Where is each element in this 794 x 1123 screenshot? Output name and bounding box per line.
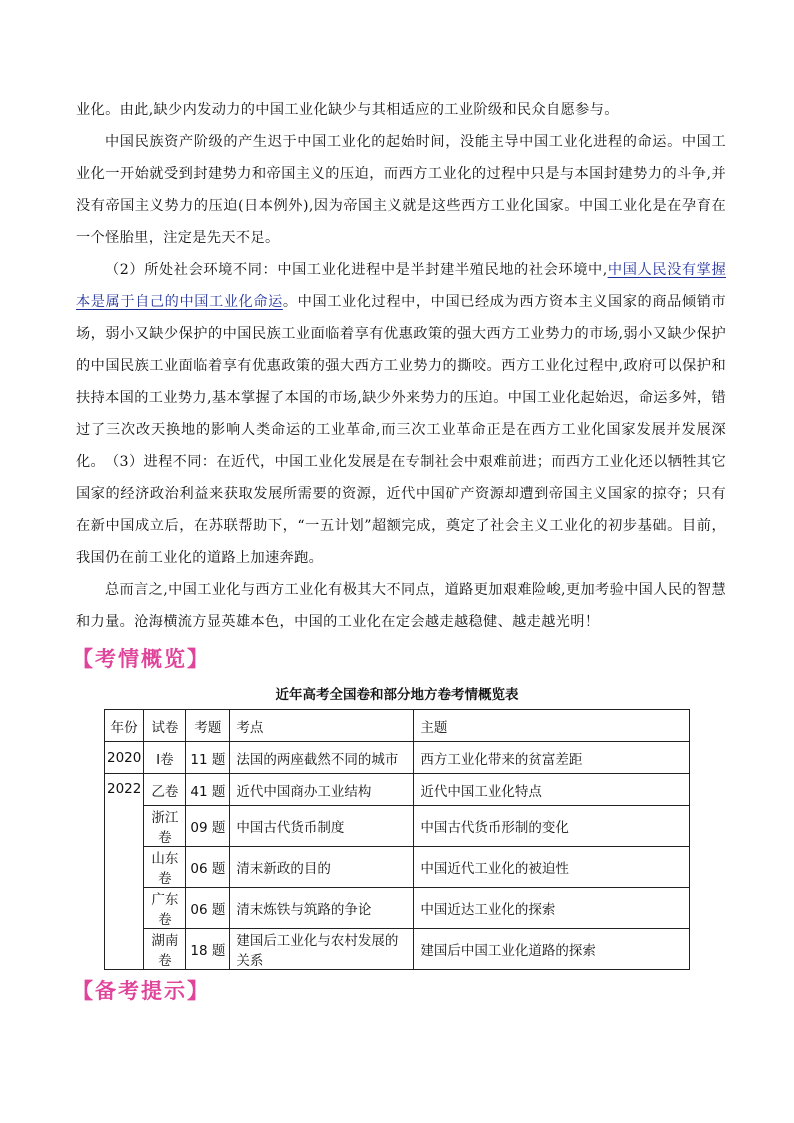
cell-paper: 山东卷 (144, 847, 186, 888)
cell-theme: 近代中国工业化特点 (414, 774, 690, 806)
table-header-row (105, 710, 690, 742)
exam-overview-table (104, 709, 690, 970)
cell-question: 41 题 (186, 774, 230, 806)
paragraph-1: 业化。由此,缺少内发动力的中国工业化缺少与其相适应的工业阶级和民众自愿参与。 (76, 102, 619, 118)
cell-exam-point: 清末新政的目的 (230, 847, 414, 888)
cell-exam-point: 近代中国商办工业结构 (230, 774, 414, 806)
table-row (105, 888, 690, 929)
table-row (105, 929, 690, 970)
cell-question: 09 题 (186, 806, 230, 847)
table-title: 近年高考全国卷和部分地方卷考情概览表 (275, 687, 519, 703)
table-row (105, 742, 690, 774)
cell-theme: 西方工业化带来的贫富差距 (414, 742, 690, 774)
paragraph-3-intro: （2）所处社会环境不同：中国工业化进程中是半封建半殖民地的社会环境中, (105, 262, 608, 278)
cell-theme: 中国近代工业化的被迫性 (414, 847, 690, 888)
cell-year: 2022 (105, 774, 144, 970)
cell-exam-point: 清末炼铁与筑路的争论 (230, 888, 414, 929)
cell-exam-point: 中国古代货币制度 (230, 806, 414, 847)
section-heading-exam-overview: 【考情概览】 (72, 647, 210, 671)
header-question: 考题 (186, 710, 230, 742)
cell-paper: 浙江卷 (144, 806, 186, 847)
header-year: 年份 (105, 710, 144, 742)
paragraph-4: （3）进程不同：在近代，中国工业化发展是在专制社会中艰难前进；而西方工业化还以牺牲其它国家的经济政治利益来获取发展所需要的资源，近代中国矿产资源却遭到帝国主义国家的掠夺；只有在新中国成立后，在苏联帮助下，“一五计划”超额完成，奠定了社会主义工业化的初步基础。目前，我国仍在前工业化的道路上加速奔跑。 (76, 454, 726, 566)
cell-exam-point: 建国后工业化与农村发展的关系 (230, 929, 414, 970)
cell-theme: 建国后中国工业化道路的探索 (414, 929, 690, 970)
cell-paper: 乙卷 (144, 774, 186, 806)
cell-year: 2020 (105, 742, 144, 774)
paragraph-2: 中国民族资产阶级的产生迟于中国工业化的起始时间，没能主导中国工业化进程的命运。中国工业化一开始就受到封建势力和帝国主义的压迫，而西方工业化的过程中只是与本国封建势力的斗争,并没有帝国主义势力的压迫(日本例外),因为帝国主义就是这些西方工业化国家。中国工业化是在孕育在一个怪胎里，注定是先天不足。 (76, 134, 726, 246)
paragraph-5: 总而言之,中国工业化与西方工业化有极其大不同点，道路更加艰难险峻,更加考验中国人民的智慧和力量。沧海横流方显英雄本色，中国的工业化在定会越走越稳健、越走越光明！ (76, 582, 726, 630)
table-row (105, 847, 690, 888)
cell-paper: 湖南卷 (144, 929, 186, 970)
paragraph-3 (76, 254, 726, 478)
header-exam-point: 考点 (230, 710, 414, 742)
cell-theme: 中国古代货币形制的变化 (414, 806, 690, 847)
table-row (105, 774, 690, 806)
cell-exam-point: 法国的两座截然不同的城市 (230, 742, 414, 774)
table-row (105, 806, 690, 847)
cell-theme: 中国近达工业化的探索 (414, 888, 690, 929)
section-heading-exam-prep-tips: 【备考提示】 (72, 979, 210, 1003)
cell-question: 06 题 (186, 847, 230, 888)
header-theme: 主题 (414, 710, 690, 742)
cell-paper: 广东卷 (144, 888, 186, 929)
cell-paper: Ⅰ卷 (144, 742, 186, 774)
paragraph-3-body: 。中国工业化过程中，中国已经成为西方资本主义国家的商品倾销市场，弱小又缺少保护的中国民族工业面临着享有优惠政策的强大西方工业势力的市场,弱小又缺少保护的中国民族工业面临着享有优惠政策的强大西方工业势力的撕咬。西方工业化过程中,政府可以保护和扶持本国的工业势力,基本掌握了本国的市场,缺少外来势力的压迫。中国工业化起始迟，命运多舛，错过了三次改天换地的影响人类命运的工业革命,而三次工业革命正是在西方工业化国家发展并发展深化。 (76, 294, 726, 470)
underlined-key-sentence: 中国人民没有掌握本是属于自己的中国工业化命运 (76, 262, 726, 310)
cell-question: 06 题 (186, 888, 230, 929)
cell-question: 11 题 (186, 742, 230, 774)
header-paper: 试卷 (144, 710, 186, 742)
cell-question: 18 题 (186, 929, 230, 970)
